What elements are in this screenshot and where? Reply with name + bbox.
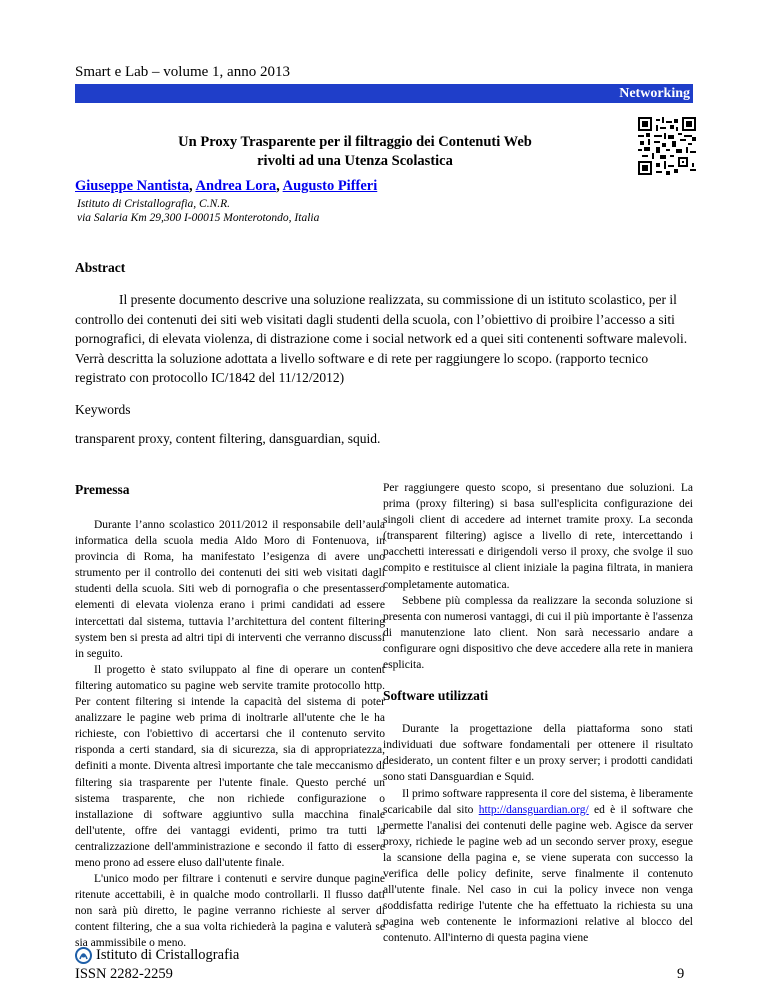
premessa-paragraph-1: Durante l’anno scolastico 2011/2012 il responsabile dell’aula informatica della scuola media Aldo Moro di Fontenuova, in provincia di Roma, ha manifestato l’esigenza di avere uno strumento per il controllo dei contenuti dei siti web visitati dagli studenti della scuola. Siti web di pornografia o che presentassero elementi di elevata violenza erano i primi candidati ad essere intercettati dal sistema, tuttavia l’architettura del content filtering system ben si presta ad altri tipi di interventi che verranno discussi in seguito. bbox=[75, 519, 385, 660]
software-paragraph-2 bbox=[383, 786, 693, 947]
affiliation bbox=[77, 197, 319, 225]
keywords-heading: Keywords bbox=[75, 402, 131, 417]
premessa-paragraph-3: L'unico modo per filtrare i contenuti e servire dunque pagine ritenute accettabili, è in qualche modo controllarli. Il flusso dati non sarà più diretto, le pagine verranno richieste al server di content filtering, che a sua volta richiederà la pagina e valuterà se sia ammissibile o meno. bbox=[75, 873, 385, 950]
paper-title bbox=[110, 133, 600, 171]
issn: ISSN 2282-2259 bbox=[75, 966, 173, 982]
software-paragraph-2b: ed è il software che permette l'analisi dei contenuti delle pagine web. Agisce da server proxy, richiede le pagine web ad un secondo server proxy, esegue la scansione della pagina e, se viene superata con successo la verifica delle policy definite, serve finalmente il contenuto all'utente finale. Nel caso in cui la policy invece non venga soddisfatta redirige l'utente che ha effettuato la richiesta su una pagina web contenente le informazioni relative al blocco del contenuto. All'interno di questa pagina viene bbox=[383, 803, 694, 945]
section-banner: Networking bbox=[75, 84, 693, 103]
software-paragraph-1: Durante la progettazione della piattaforma sono stati individuati due software fondamentali per ottenere il risultato desiderato, un content filter e un proxy server; i prodotti candidati sono stati Dansguardian e Squid. bbox=[383, 723, 693, 784]
abstract-text: Il presente documento descrive una soluzione realizzata, su commissione di un istituto scolastico, per il controllo dei contenuti dei siti web visitati dagli studenti della scuola, con l’obiettivo di proibire l’accesso a siti pornografici, di elevata violenza, di distrazione come i social network ed a quei siti contenenti software malevoli. Verrà descritta la soluzione adottata a livello software e di rete per raggiungere lo scopo. (rapporto tecnico registrato con protocollo IC/1842 del 11/12/2012) bbox=[75, 292, 688, 385]
affiliation-line-1: Istituto di Cristallografia, C.N.R. bbox=[77, 198, 231, 210]
software-heading: Software utilizzati bbox=[383, 688, 489, 704]
premessa-heading: Premessa bbox=[75, 482, 130, 497]
dansguardian-link[interactable]: http://dansguardian.org/ bbox=[478, 803, 589, 816]
title-line-1: Un Proxy Trasparente per il filtraggio dei Contenuti Web bbox=[178, 134, 532, 150]
footer-institute bbox=[75, 947, 239, 964]
author-list: Giuseppe Nantista, Andrea Lora, Augusto Pifferi bbox=[75, 178, 378, 194]
left-column bbox=[75, 481, 385, 952]
keywords-text: transparent proxy, content filtering, dansguardian, squid. bbox=[75, 431, 381, 446]
journal-header: Smart e Lab – volume 1, anno 2013 bbox=[75, 64, 290, 80]
intro-paragraph-1: Per raggiungere questo scopo, si presentano due soluzioni. La prima (proxy filtering) si basa sull'esplicita configurazione dei singoli client di accedere ad internet tramite proxy. La seconda (transparent filtering) agisce a livello di rete, intercettando i pacchetti interessati e dirigendoli verso il proxy, che svolge il suo compito e restituisce al client iniziale la pagina filtrata, in maniera completamente automatica. bbox=[383, 482, 693, 591]
institute-logo-icon bbox=[75, 947, 92, 964]
author-link-pifferi[interactable]: Augusto Pifferi bbox=[282, 178, 378, 194]
author-link-nantista[interactable]: Giuseppe Nantista bbox=[75, 178, 190, 194]
premessa-paragraph-2: Il progetto è stato sviluppato al fine di operare un content filtering automatico su pagine web servite tramite protocollo http. Per content filtering si intende la capacità del sistema di poter analizzare le pagine web prima di inoltrarle all'utente che le ha richieste, con l'obiettivo di accertarsi che il contenuto servito risponda a certi standard, sia di sicurezza, sia di appropriatezza, definiti a monte. Diventa altresì importante che tale meccanismo di filtering sia trasparente per l'utente finale. Questo perché un sistema trasparente, che non richiede configurazione o installazione di software aggiuntivo sulla macchina finale dell'utente, offre dei vantaggi evidenti, primo tra tutti la centralizzazione dell'amministrazione e secondo il fatto di essere meno prono ad essere eluso dall'utente finale. bbox=[75, 663, 385, 869]
footer-institute-name: Istituto di Cristallografia bbox=[96, 947, 240, 963]
intro-paragraph-2: Sebbene più complessa da realizzare la seconda soluzione si presenta con numerosi vantaggi, di cui il più importante è l'assenza di manutenzione lato client. Non sarà necessario andare a configurare ogni dispositivo che deve accedere alla rete in maniera esplicita. bbox=[383, 594, 693, 672]
right-column bbox=[383, 480, 693, 946]
author-link-lora[interactable]: Andrea Lora bbox=[195, 178, 277, 194]
software-paragraph-2a: Il primo software rappresenta il core del sistema, è liberamente scaricabile dal sito bbox=[383, 787, 693, 816]
qr-code-icon bbox=[638, 117, 696, 175]
affiliation-line-2: via Salaria Km 29,300 I-00015 Monterotondo, Italia bbox=[77, 212, 320, 224]
title-line-2: rivolti ad una Utenza Scolastica bbox=[257, 153, 453, 169]
page-number: 9 bbox=[677, 966, 685, 982]
abstract-heading: Abstract bbox=[75, 260, 126, 275]
